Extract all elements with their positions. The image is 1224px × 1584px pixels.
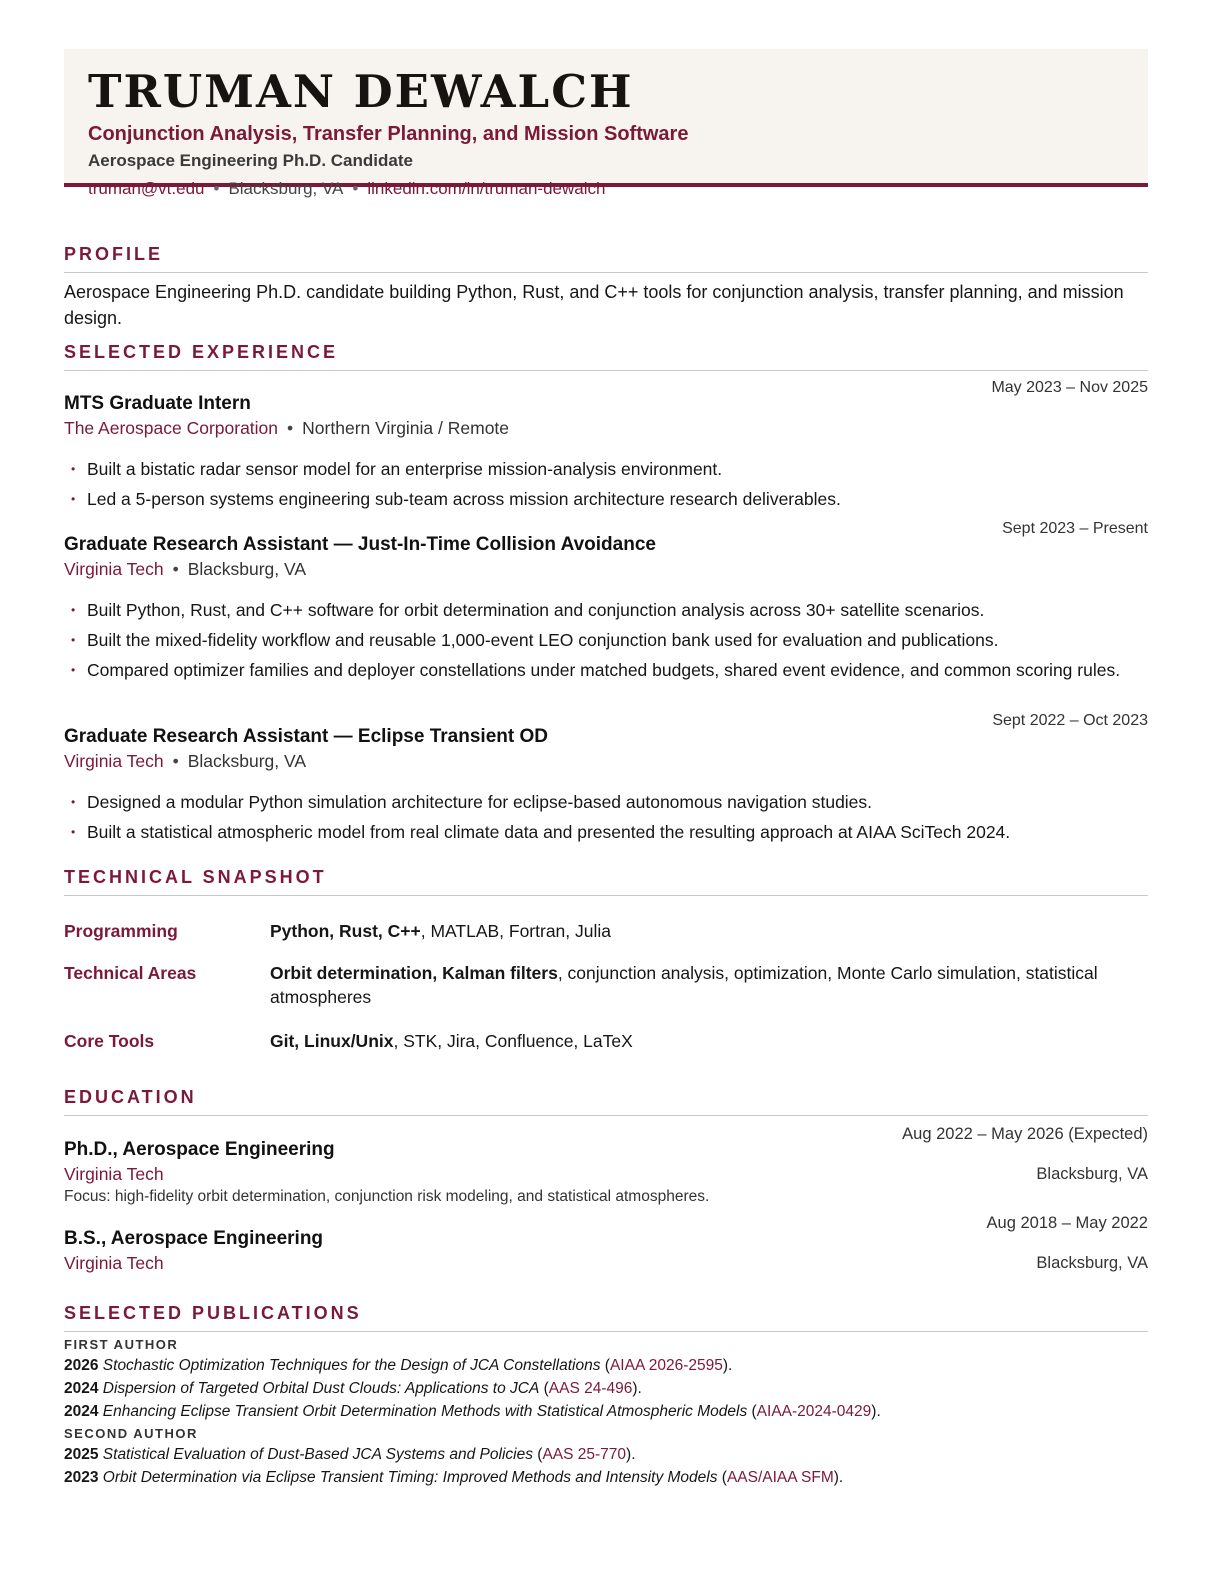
- pub-title: Enhancing Eclipse Transient Orbit Determination Methods with Statistical Atmospheric Models: [102, 1403, 748, 1420]
- skill-values: [270, 961, 1108, 1009]
- list-item: • Led a 5-person systems engineering sub-team across mission architecture research deliverables.: [64, 487, 1148, 512]
- section-heading: SELECTED EXPERIENCE: [64, 341, 1148, 371]
- job-org-line: [64, 751, 306, 772]
- edu-date: Aug 2022 – May 2026 (Expected): [902, 1125, 1148, 1143]
- job-date: Sept 2022 – Oct 2023: [992, 712, 1148, 729]
- job-org: The Aerospace Corporation: [64, 418, 279, 438]
- resume-header: [64, 49, 1148, 198]
- publication-group-label: FIRST AUTHOR: [64, 1337, 179, 1352]
- edu-date: Aug 2018 – May 2022: [986, 1214, 1148, 1232]
- separator-dot: •: [172, 751, 179, 771]
- skill-rest: , conjunction analysis, optimization, Monte Carlo simulation, statistical atmospheres: [270, 963, 1098, 1007]
- pub-year: 2024: [64, 1403, 99, 1420]
- role-title: Aerospace Engineering Ph.D. Candidate: [88, 151, 413, 170]
- pub-ref-link[interactable]: AAS 24-496: [548, 1380, 633, 1397]
- publication-item: 2023 Orbit Determination via Eclipse Transient Timing: Improved Methods and Intensity Models (AAS/AIAA SFM).: [64, 1469, 844, 1486]
- job-bullets: [64, 457, 1148, 517]
- job-title: Graduate Research Assistant — Eclipse Transient OD: [64, 726, 548, 747]
- edu-degree: Ph.D., Aerospace Engineering: [64, 1139, 335, 1160]
- separator-dot: •: [287, 418, 294, 438]
- job-title: MTS Graduate Intern: [64, 393, 251, 414]
- section-heading: SELECTED PUBLICATIONS: [64, 1302, 1148, 1332]
- education-section: [64, 1086, 1148, 1273]
- publication-item: 2025 Statistical Evaluation of Dust-Based JCA Systems and Policies (AAS 25-770).: [64, 1446, 636, 1463]
- pub-title: Statistical Evaluation of Dust-Based JCA Systems and Policies: [102, 1446, 533, 1463]
- skill-highlight: Orbit determination, Kalman filters: [270, 963, 558, 983]
- skill-label: Technical Areas: [64, 963, 197, 983]
- skill-values: [270, 1029, 1108, 1053]
- contact-line: [88, 178, 1124, 200]
- job-date: Sept 2023 – Present: [1002, 520, 1148, 537]
- separator-dot: •: [213, 179, 220, 198]
- edu-degree: B.S., Aerospace Engineering: [64, 1228, 324, 1249]
- pub-ref-link[interactable]: AAS 25-770: [542, 1446, 627, 1463]
- section-heading: TECHNICAL SNAPSHOT: [64, 866, 1148, 896]
- skill-rest: , MATLAB, Fortran, Julia: [420, 921, 612, 941]
- list-item: • Designed a modular Python simulation architecture for eclipse-based autonomous navigation studies.: [64, 790, 1148, 815]
- edu-location: Blacksburg, VA: [1036, 1254, 1148, 1272]
- publication-item: 2024 Dispersion of Targeted Orbital Dust Clouds: Applications to JCA (AAS 24-496).: [64, 1380, 642, 1397]
- candidate-name: TRUMAN DEWALCH: [88, 65, 634, 118]
- job-org: Virginia Tech: [64, 751, 164, 771]
- job-location: Blacksburg, VA: [187, 751, 307, 771]
- job-org-line: [64, 418, 509, 439]
- header-banner: [64, 49, 1148, 198]
- experience-section: [64, 341, 1148, 842]
- publications-section: [64, 1302, 1148, 1486]
- separator-dot: •: [172, 559, 179, 579]
- publication-item: 2026 Stochastic Optimization Techniques for the Design of JCA Constellations (AIAA 2026-2595).: [64, 1357, 733, 1374]
- skill-label: Programming: [64, 921, 178, 941]
- pub-title: Orbit Determination via Eclipse Transient Timing: Improved Methods and Intensity Models: [102, 1469, 718, 1486]
- job-location: Northern Virginia / Remote: [302, 418, 510, 438]
- edu-school: Virginia Tech: [64, 1164, 164, 1184]
- publication-item: 2024 Enhancing Eclipse Transient Orbit Determination Methods with Statistical Atmospheric Models (AIAA-2024-0429).: [64, 1403, 881, 1420]
- job-title: Graduate Research Assistant — Just-In-Time Collision Avoidance: [64, 534, 656, 555]
- email-link[interactable]: truman@vt.edu: [88, 179, 205, 198]
- list-item: • Built Python, Rust, and C++ software for orbit determination and conjunction analysis across 30+ satellite scenarios.: [64, 598, 1148, 623]
- contact-location: Blacksburg, VA: [228, 179, 344, 198]
- pub-year: 2024: [64, 1380, 99, 1397]
- list-item: • Built a bistatic radar sensor model for an enterprise mission-analysis environment.: [64, 457, 1148, 482]
- separator-dot: •: [352, 179, 359, 198]
- profile-summary: Aerospace Engineering Ph.D. candidate building Python, Rust, and C++ tools for conjunction analysis, transfer planning, and mission design.: [64, 282, 1124, 328]
- skill-highlight: Python, Rust, C++: [270, 921, 421, 941]
- job-bullets: [64, 598, 1148, 688]
- publication-group-label: SECOND AUTHOR: [64, 1426, 198, 1441]
- linkedin-link[interactable]: linkedin.com/in/truman-dewalch: [367, 179, 606, 198]
- list-item: • Built the mixed-fidelity workflow and reusable 1,000-event LEO conjunction bank used for evaluation and publications.: [64, 628, 1148, 653]
- job-org-line: [64, 559, 306, 580]
- section-heading: EDUCATION: [64, 1086, 1148, 1116]
- job-date: May 2023 – Nov 2025: [991, 379, 1148, 396]
- pub-ref-link[interactable]: AIAA-2024-0429: [756, 1403, 872, 1420]
- job-bullets: [64, 790, 1148, 850]
- profile-section: [64, 243, 1148, 331]
- edu-location: Blacksburg, VA: [1036, 1165, 1148, 1183]
- skill-rest: , STK, Jira, Confluence, LaTeX: [393, 1031, 633, 1051]
- list-item: • Built a statistical atmospheric model from real climate data and presented the resulting approach at AIAA SciTech 2024.: [64, 820, 1148, 845]
- edu-school: Virginia Tech: [64, 1253, 164, 1273]
- section-heading: PROFILE: [64, 243, 1148, 273]
- job-location: Blacksburg, VA: [187, 559, 307, 579]
- pub-title: Dispersion of Targeted Orbital Dust Clouds: Applications to JCA: [102, 1380, 540, 1397]
- pub-ref-link[interactable]: AIAA 2026-2595: [609, 1357, 723, 1374]
- skills-section: [64, 866, 1148, 1051]
- pub-year: 2025: [64, 1446, 99, 1463]
- job-org: Virginia Tech: [64, 559, 164, 579]
- headline: Conjunction Analysis, Transfer Planning, and Mission Software: [88, 123, 689, 145]
- edu-focus: Focus: high-fidelity orbit determination, conjunction risk modeling, and statistical atmospheres.: [64, 1188, 710, 1205]
- pub-ref-link[interactable]: AAS/AIAA SFM: [726, 1469, 834, 1486]
- skill-values: [270, 919, 1108, 943]
- skill-label: Core Tools: [64, 1031, 155, 1051]
- pub-year: 2026: [64, 1357, 99, 1374]
- skill-highlight: Git, Linux/Unix: [270, 1031, 394, 1051]
- list-item: • Compared optimizer families and deployer constellations under matched budgets, shared event evidence, and common scoring rules.: [64, 658, 1148, 683]
- pub-title: Stochastic Optimization Techniques for the Design of JCA Constellations: [102, 1357, 601, 1374]
- pub-year: 2023: [64, 1469, 99, 1486]
